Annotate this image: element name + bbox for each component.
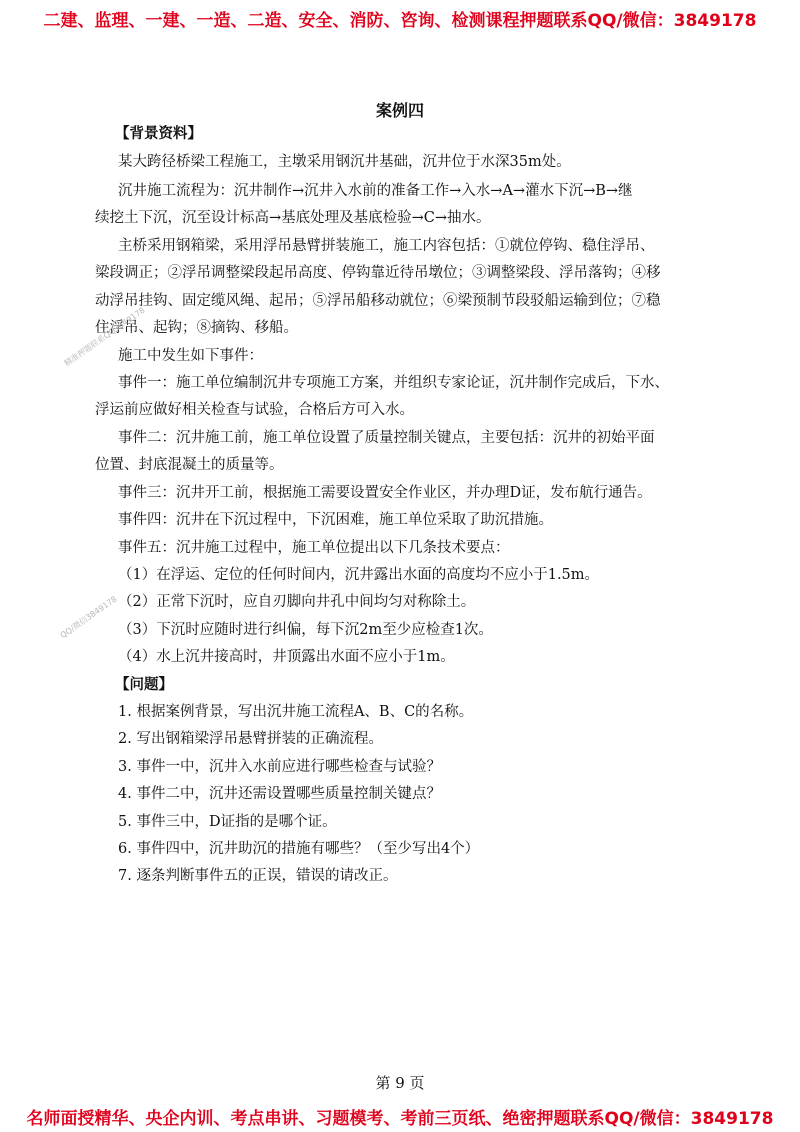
- background-line: 浮运前应做好相关检查与试验，合格后方可入水。: [95, 402, 414, 418]
- watermark: 精准押题联系QQ3849178: [62, 305, 147, 369]
- background-line: 事件三：沉井开工前，根据施工需要设置安全作业区，并办理D证，发布航行通告。: [118, 485, 652, 501]
- background-line: 位置、封底混凝土的质量等。: [95, 457, 284, 473]
- background-line: 施工中发生如下事件：: [118, 348, 263, 364]
- background-line: （3）下沉时应随时进行纠偏，每下沉2m至少应检查1次。: [118, 622, 493, 638]
- background-line: 事件四：沉井在下沉过程中，下沉困难，施工单位采取了助沉措施。: [118, 512, 553, 528]
- page-number: 第 9 页: [375, 1074, 425, 1092]
- background-line: 续挖土下沉，沉至设计标高→基底处理及基底检验→C→抽水。: [95, 210, 491, 226]
- background-line: （4）水上沉井接高时，井顶露出水面不应小于1m。: [118, 649, 455, 665]
- background-line: 住浮吊、起钩；⑧摘钩、移船。: [95, 320, 298, 336]
- background-header: 【背景资料】: [115, 125, 202, 142]
- background-line: 某大跨径桥梁工程施工，主墩采用钢沉井基础，沉井位于水深35m处。: [118, 154, 571, 170]
- case-title: 案例四: [375, 101, 424, 120]
- background-line: 事件五：沉井施工过程中，施工单位提出以下几条技术要点：: [118, 540, 510, 556]
- top-promo-banner: 二建、监理、一建、一造、二造、安全、消防、咨询、检测课程押题联系QQ/微信：3849178: [43, 11, 757, 31]
- question-item: 4. 事件二中，沉井还需设置哪些质量控制关键点？: [118, 786, 441, 802]
- question-item: 3. 事件一中，沉井入水前应进行哪些检查与试验？: [118, 759, 441, 775]
- watermark: QQ/微信3849178: [58, 594, 119, 641]
- question-item: 1. 根据案例背景，写出沉井施工流程A、B、C的名称。: [118, 704, 474, 720]
- background-line: 主桥采用钢箱梁，采用浮吊悬臂拼装施工，施工内容包括：①就位停钩、稳住浮吊、: [118, 238, 655, 254]
- background-line: （2）正常下沉时，应自刃脚向井孔中间均匀对称除土。: [118, 594, 476, 610]
- background-line: 动浮吊挂钩、固定缆风绳、起吊；⑤浮吊船移动就位；⑥梁预制节段驳船运输到位；⑦稳: [95, 293, 661, 309]
- questions-header: 【问题】: [115, 676, 173, 693]
- question-item: 5. 事件三中，D证指的是哪个证。: [118, 814, 337, 830]
- background-line: 事件二：沉井施工前，施工单位设置了质量控制关键点，主要包括：沉井的初始平面: [118, 430, 655, 446]
- background-line: 梁段调正；②浮吊调整梁段起吊高度、停钩靠近待吊墩位；③调整梁段、浮吊落钩；④移: [95, 265, 661, 281]
- background-line: 事件一：施工单位编制沉井专项施工方案，并组织专家论证，沉井制作完成后，下水、: [118, 375, 669, 391]
- question-item: 6. 事件四中，沉井助沉的措施有哪些？（至少写出4个）: [118, 841, 480, 857]
- question-item: 2. 写出钢箱梁浮吊悬臂拼装的正确流程。: [118, 731, 383, 747]
- background-line: （1）在浮运、定位的任何时间内，沉井露出水面的高度均不应小于1.5m。: [118, 567, 600, 583]
- question-item: 7. 逐条判断事件五的正误，错误的请改正。: [118, 868, 398, 884]
- bottom-promo-banner: 名师面授精华、央企内训、考点串讲、习题模考、考前三页纸、绝密押题联系QQ/微信：3849178: [26, 1109, 774, 1129]
- background-line: 沉井施工流程为：沉井制作→沉井入水前的准备工作→入水→A→灌水下沉→B→继: [118, 183, 633, 199]
